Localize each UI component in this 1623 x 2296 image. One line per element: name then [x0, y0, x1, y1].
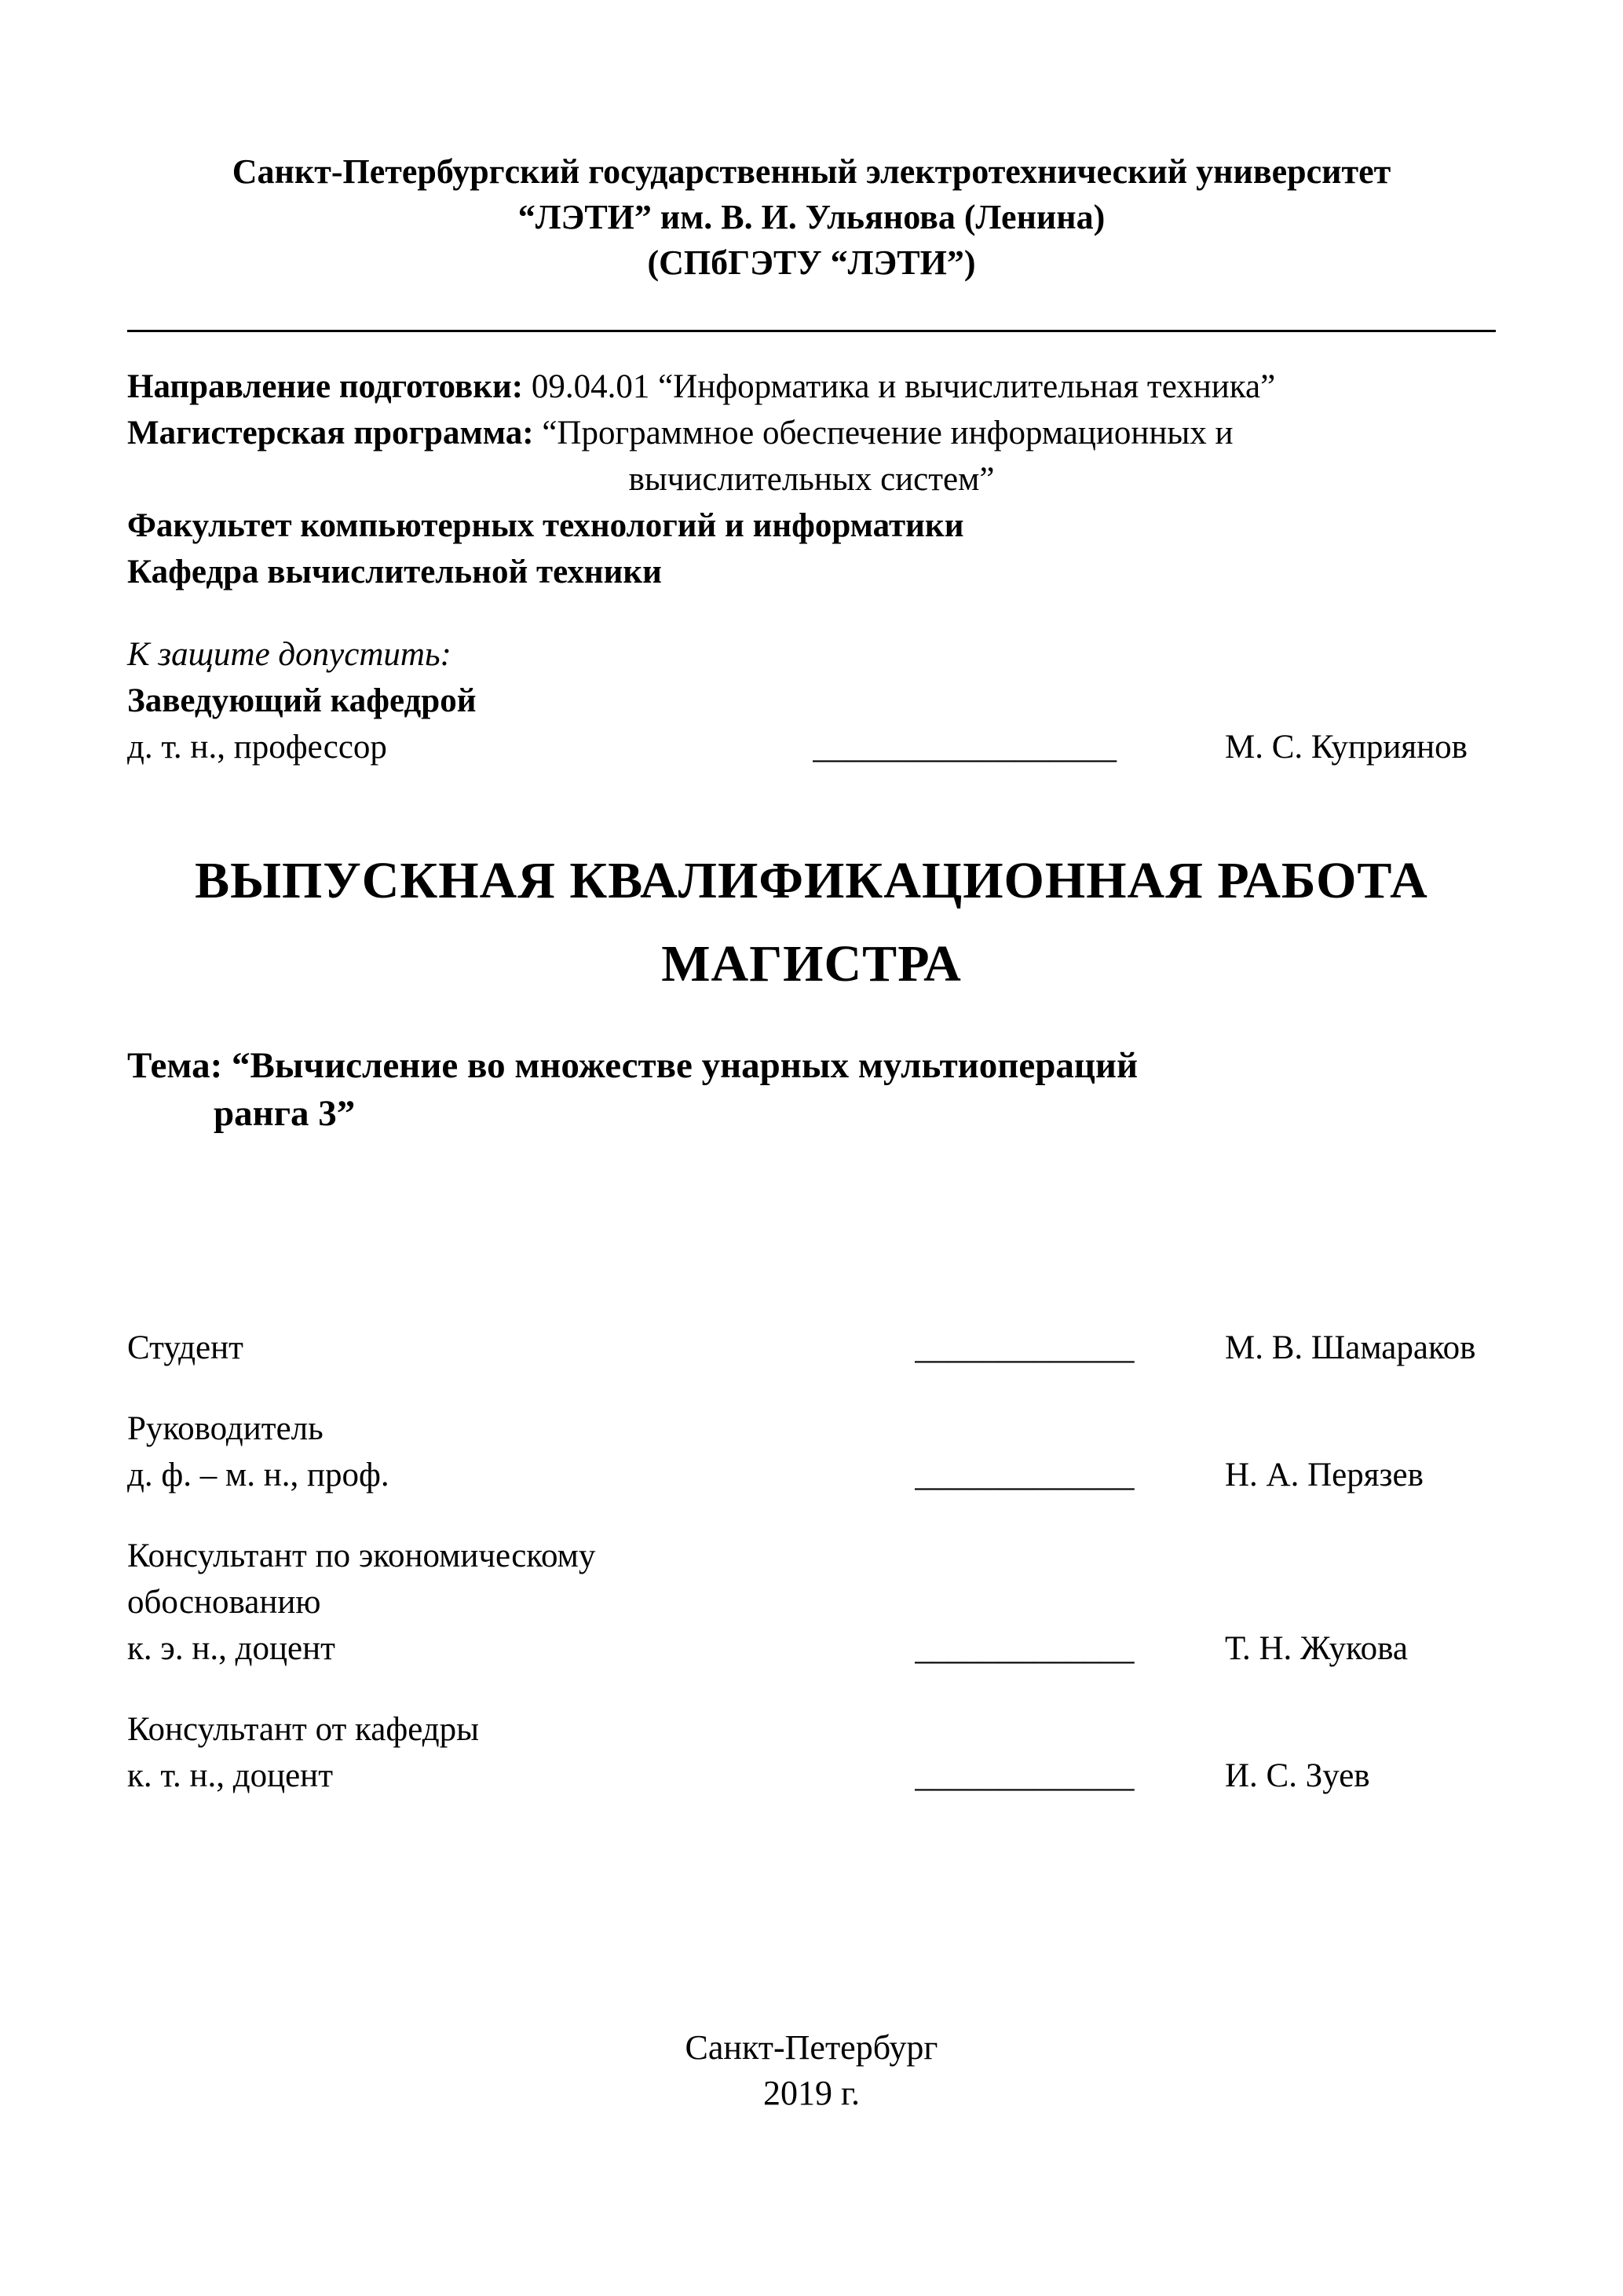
- signature-role-line: д. ф. – м. н., проф.: [127, 1457, 389, 1493]
- page-footer: [127, 2025, 1496, 2116]
- signature-role: [127, 1706, 915, 1799]
- signature-line: _____________: [915, 1329, 1135, 1366]
- master-program-value: “Программное обеспечение информационных и: [533, 415, 1234, 452]
- direction-value: 09.04.01 “Информатика и вычислительная техника”: [523, 368, 1276, 405]
- signature-role-line: Консультант от кафедры: [127, 1711, 480, 1748]
- department-head-name: М. С. Куприянов: [1225, 729, 1468, 766]
- signature-line: _____________: [915, 1757, 1135, 1794]
- signature-role-line: Руководитель: [127, 1410, 324, 1447]
- signature-role-line: к. э. н., доцент: [127, 1630, 335, 1667]
- signature-line: _____________: [915, 1457, 1135, 1493]
- permit-to-defense-line: К защите допустить:: [127, 636, 451, 673]
- document-title-line1: ВЫПУСКНАЯ КВАЛИФИКАЦИОННАЯ РАБОТА: [195, 852, 1428, 909]
- thesis-topic-value: “Вычисление во множестве унарных мультиопераций: [222, 1045, 1139, 1086]
- signature-name: Н. А. Перязев: [1225, 1457, 1424, 1493]
- signature-row-student: [127, 1325, 1496, 1371]
- signature-row-economics-consultant: [127, 1533, 1496, 1672]
- signature-role-line: обоснованию: [127, 1584, 321, 1621]
- signatures-section: [127, 1325, 1496, 1799]
- department-line: Кафедра вычислительной техники: [127, 554, 662, 590]
- footer-year: 2019 г.: [762, 2074, 861, 2112]
- direction-line: [127, 364, 1496, 410]
- document-title-line2: МАГИСТРА: [661, 935, 962, 993]
- university-name: Санкт-Петербургский государственный электротехнический университет: [232, 152, 1391, 191]
- signature-role: [127, 1533, 915, 1672]
- direction-label: Направление подготовки:: [127, 368, 524, 405]
- signature-name: И. С. Зуев: [1225, 1757, 1370, 1794]
- department-head-signature-row: [127, 724, 1496, 770]
- signature-role-line: Консультант по экономическому: [127, 1537, 596, 1574]
- signature-name: М. В. Шамараков: [1225, 1329, 1476, 1366]
- header-divider: [127, 330, 1496, 332]
- signature-row-department-consultant: [127, 1706, 1496, 1799]
- university-name-leti: “ЛЭТИ” им. В. И. Ульянова (Ленина): [517, 198, 1106, 236]
- thesis-topic-line2: ранга 3”: [214, 1093, 356, 1134]
- signature-row-supervisor: [127, 1406, 1496, 1498]
- thesis-topic-label: Тема:: [127, 1045, 223, 1086]
- master-program-label: Магистерская программа:: [127, 415, 534, 452]
- department-head-signature-line: __________________: [813, 729, 1117, 766]
- thesis-topic-line1: [127, 1042, 1496, 1090]
- signature-role: [127, 1325, 915, 1371]
- program-info: [127, 364, 1496, 595]
- footer-city: Санкт-Петербург: [685, 2028, 938, 2067]
- master-program-value-continued: вычислительных систем”: [628, 461, 995, 498]
- university-abbreviation: (СПбГЭТУ “ЛЭТИ”): [647, 243, 976, 282]
- university-header: [127, 149, 1496, 286]
- signature-role-line: к. т. н., доцент: [127, 1757, 333, 1794]
- master-program-line: [127, 410, 1496, 456]
- signature-role-line: Студент: [127, 1329, 243, 1366]
- department-head-title: Заведующий кафедрой: [127, 682, 477, 719]
- signature-line: _____________: [915, 1630, 1135, 1667]
- approval-block: [127, 631, 1496, 770]
- thesis-topic: [127, 1042, 1496, 1138]
- document-title: [127, 839, 1496, 1006]
- department-head-degree: д. т. н., профессор: [127, 729, 387, 766]
- faculty-line: Факультет компьютерных технологий и информатики: [127, 507, 964, 544]
- signature-name: Т. Н. Жукова: [1225, 1630, 1408, 1667]
- signature-role: [127, 1406, 915, 1498]
